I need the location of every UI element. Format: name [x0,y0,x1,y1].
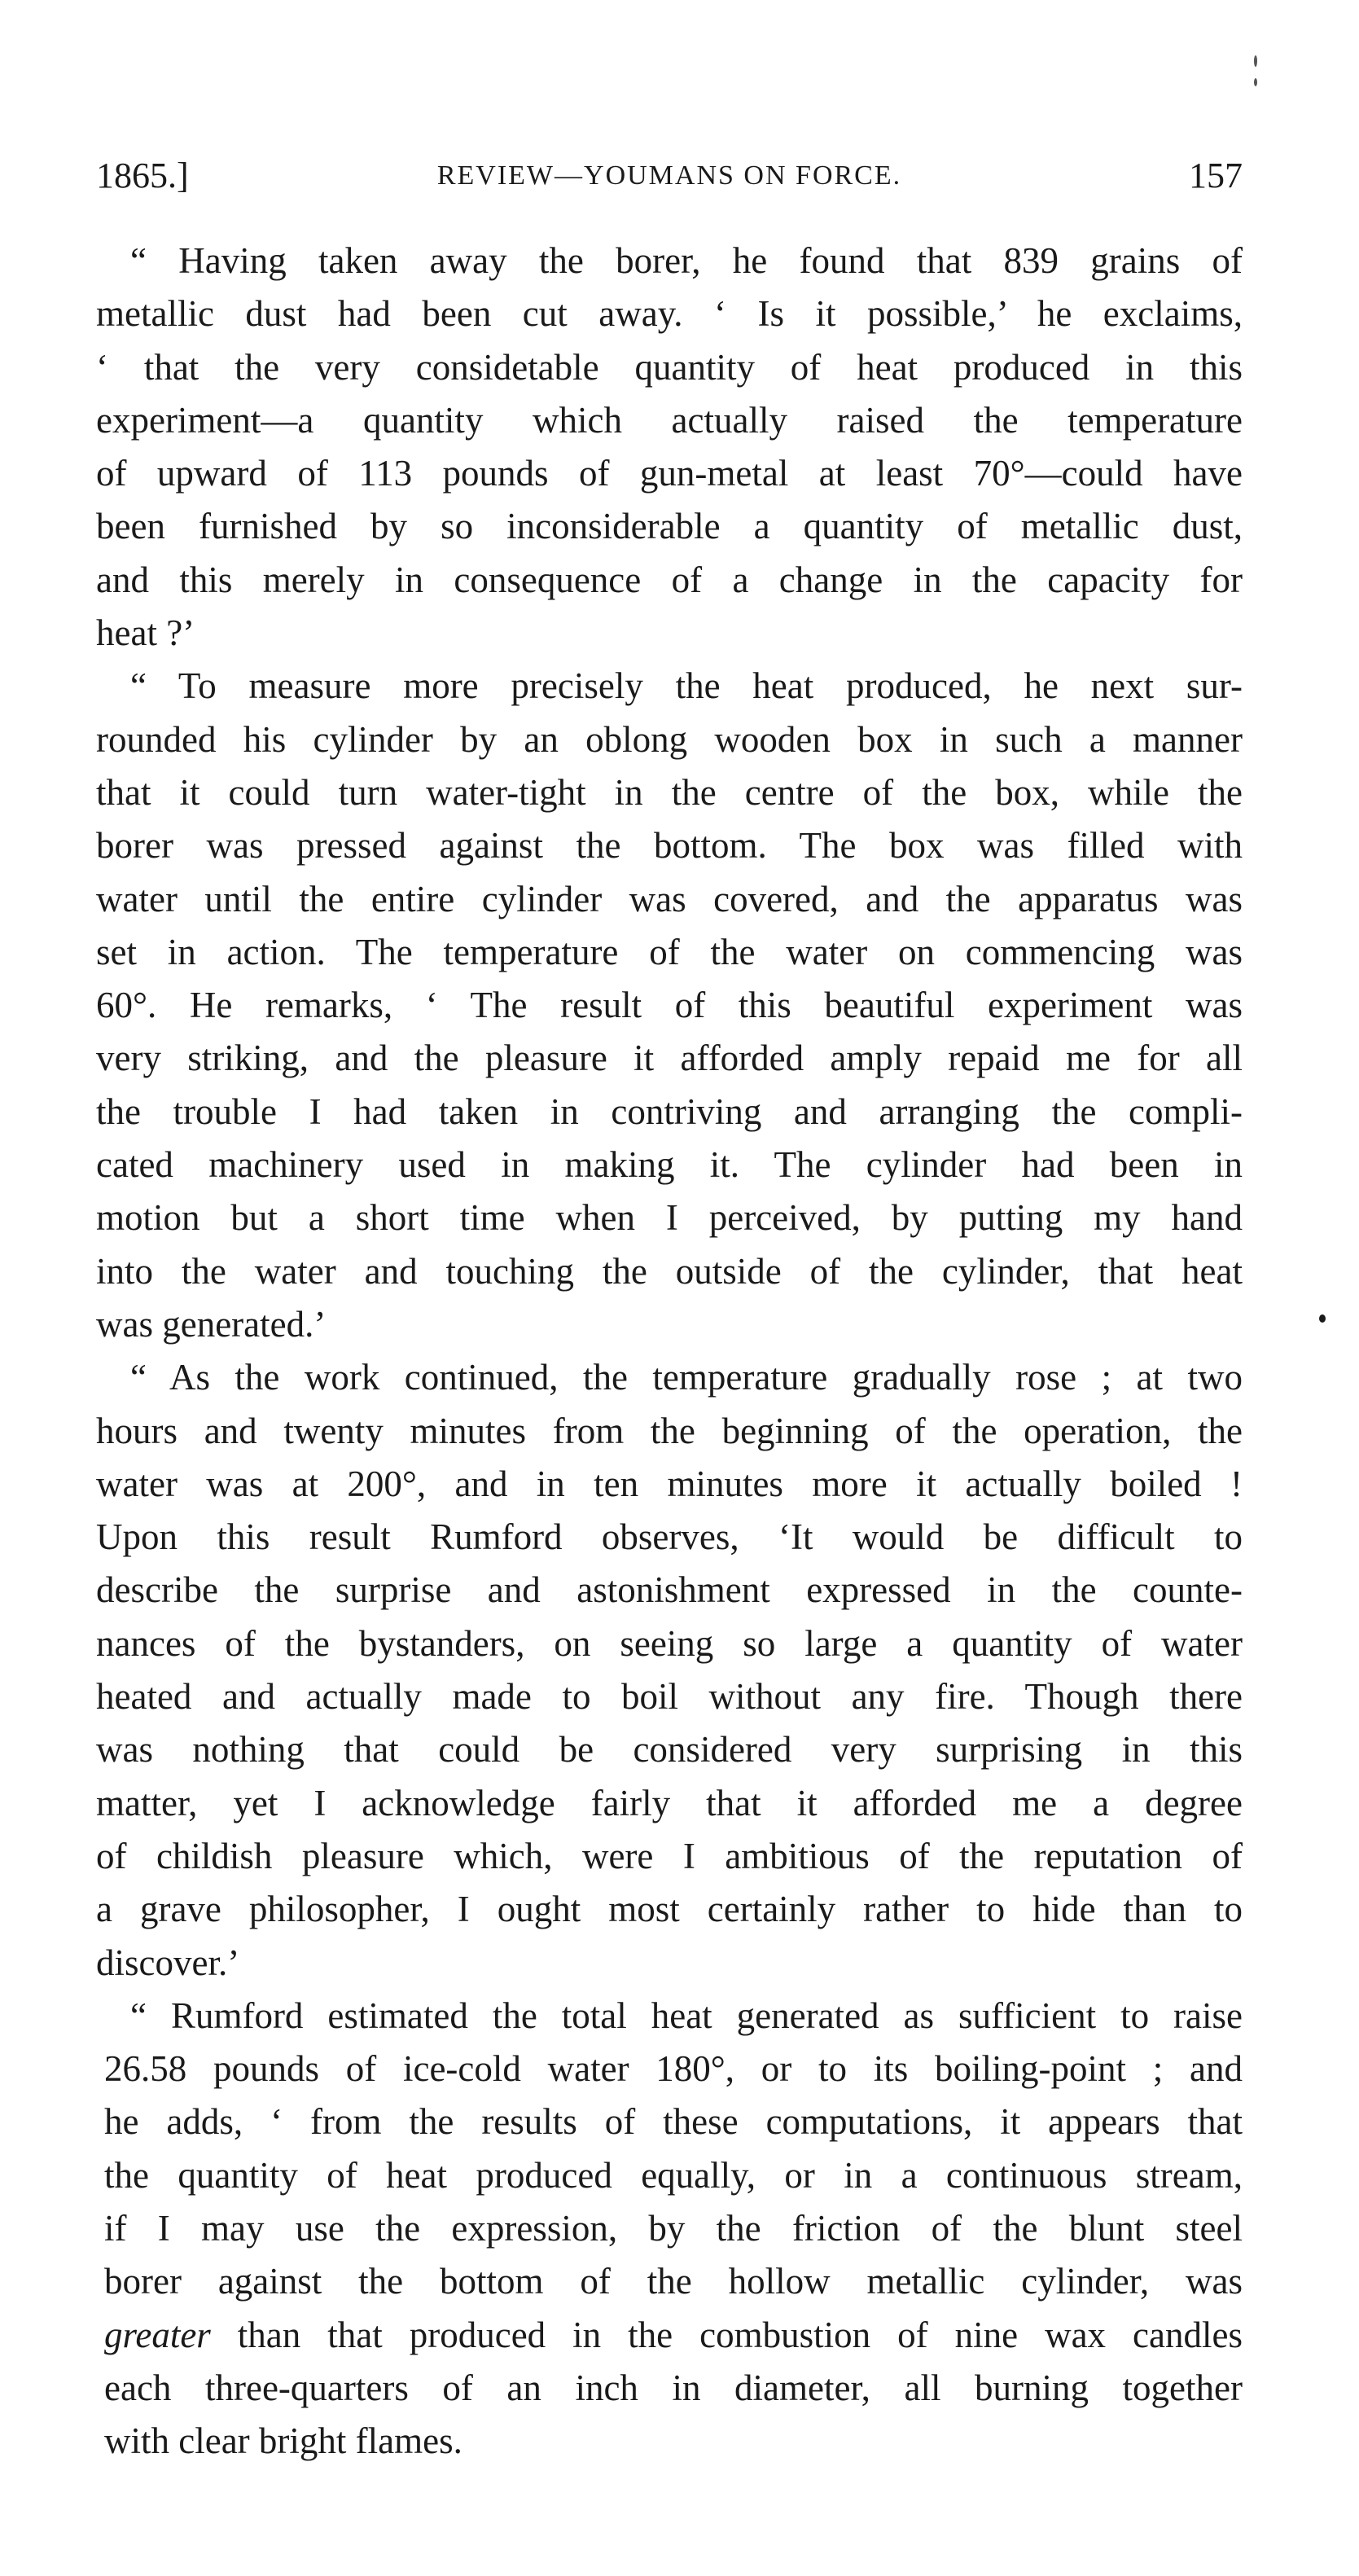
text-line: nances of the bystanders, on seeing so large a quantity of water [96,1622,1243,1664]
text-line: the trouble I had taken in contriving and arranging the compli- [96,1091,1243,1132]
text-line: greater than that produced in the combustion of nine wax candles [104,2314,1243,2355]
text-line: “ Having taken away the borer, he found that 839 grains of [130,240,1243,281]
text-line: and this merely in consequence of a change in the capacity for [96,559,1243,600]
text-line: borer was pressed against the bottom. The box was filled with [96,825,1243,867]
text-line: “ To measure more precisely the heat produced, he next sur- [130,665,1243,707]
text-line: matter, yet I acknowledge fairly that it afforded me a degree [96,1782,1243,1823]
paragraph-3 [96,1351,1243,1990]
text-line: “ As the work continued, the temperature gradually rose ; at two [130,1357,1243,1398]
text-line: water until the entire cylinder was covered, and the apparatus was [96,878,1243,919]
text-line: with clear bright flames. [104,2420,462,2462]
text-line: borer against the bottom of the hollow metallic cylinder, was [104,2261,1243,2302]
page-number: 157 [1189,156,1243,195]
text-line: heat ?’ [96,612,195,654]
text-line: “ Rumford estimated the total heat generated as sufficient to raise [130,1995,1243,2036]
running-head [96,151,1243,200]
text-line: ‘ that the very considetable quantity of heat produced in this [96,346,1243,388]
paragraph-1 [96,235,1243,660]
text-line: if I may use the expression, by the friction of the blunt steel [104,2207,1243,2249]
text-line: been furnished by so inconsiderable a quantity of metallic dust, [96,506,1243,547]
text-line: of childish pleasure which, were I ambitious of the reputation of [96,1835,1243,1876]
text-line: a grave philosopher, I ought most certainly rather to hide than to [96,1889,1243,1930]
running-head-year: 1865.] [96,156,189,195]
text-line: motion but a short time when I perceived, by putting my hand [96,1197,1243,1239]
text-line: cated machinery used in making it. The cylinder had been in [96,1144,1243,1186]
paragraph-4 [96,1990,1243,2468]
scan-speck [1254,55,1257,67]
text-line: of upward of 113 pounds of gun-metal at least 70°—could have [96,453,1243,494]
scan-speck [1319,1314,1326,1323]
text-line: 60°. He remarks, ‘ The result of this beautiful experiment was [96,985,1243,1026]
scan-speck [1254,78,1257,86]
text-line: Upon this result Rumford observes, ‘It would be difficult to [96,1516,1243,1558]
text-line: hours and twenty minutes from the beginning of the operation, the [96,1410,1243,1451]
body-text [96,235,1243,2468]
running-head-title: REVIEW—YOUMANS ON FORCE. [436,160,902,191]
text-line: heated and actually made to boil without any fire. Though there [96,1676,1243,1718]
paragraph-2 [96,660,1243,1351]
text-line: each three-quarters of an inch in diameter, all burning together [104,2367,1243,2408]
text-line: that it could turn water-tight in the centre of the box, while the [96,771,1243,813]
text-line: the quantity of heat produced equally, or in a continuous stream, [104,2154,1243,2196]
text-line: describe the surprise and astonishment expressed in the counte- [96,1569,1243,1611]
text-line: 26.58 pounds of ice-cold water 180°, or to its boiling-point ; and [104,2048,1243,2090]
text-line: experiment—a quantity which actually raised the temperature [96,399,1243,441]
text-line: rounded his cylinder by an oblong wooden box in such a manner [96,718,1243,760]
text-line: water was at 200°, and in ten minutes more it actually boiled ! [96,1463,1243,1504]
text-line: very striking, and the pleasure it afforded amply repaid me for all [96,1038,1243,1079]
emphasis-text: greater [104,2314,211,2355]
text-line: was nothing that could be considered very surprising in this [96,1729,1243,1771]
text-line: into the water and touching the outside of the cylinder, that heat [96,1250,1243,1292]
text-line: metallic dust had been cut away. ‘ Is it possible,’ he exclaims, [96,293,1243,335]
text-line: he adds, ‘ from the results of these computations, it appears that [104,2101,1243,2143]
text-line: was generated.’ [96,1303,327,1345]
text-line: discover.’ [96,1942,240,1983]
text-line: set in action. The temperature of the water on commencing was [96,931,1243,972]
